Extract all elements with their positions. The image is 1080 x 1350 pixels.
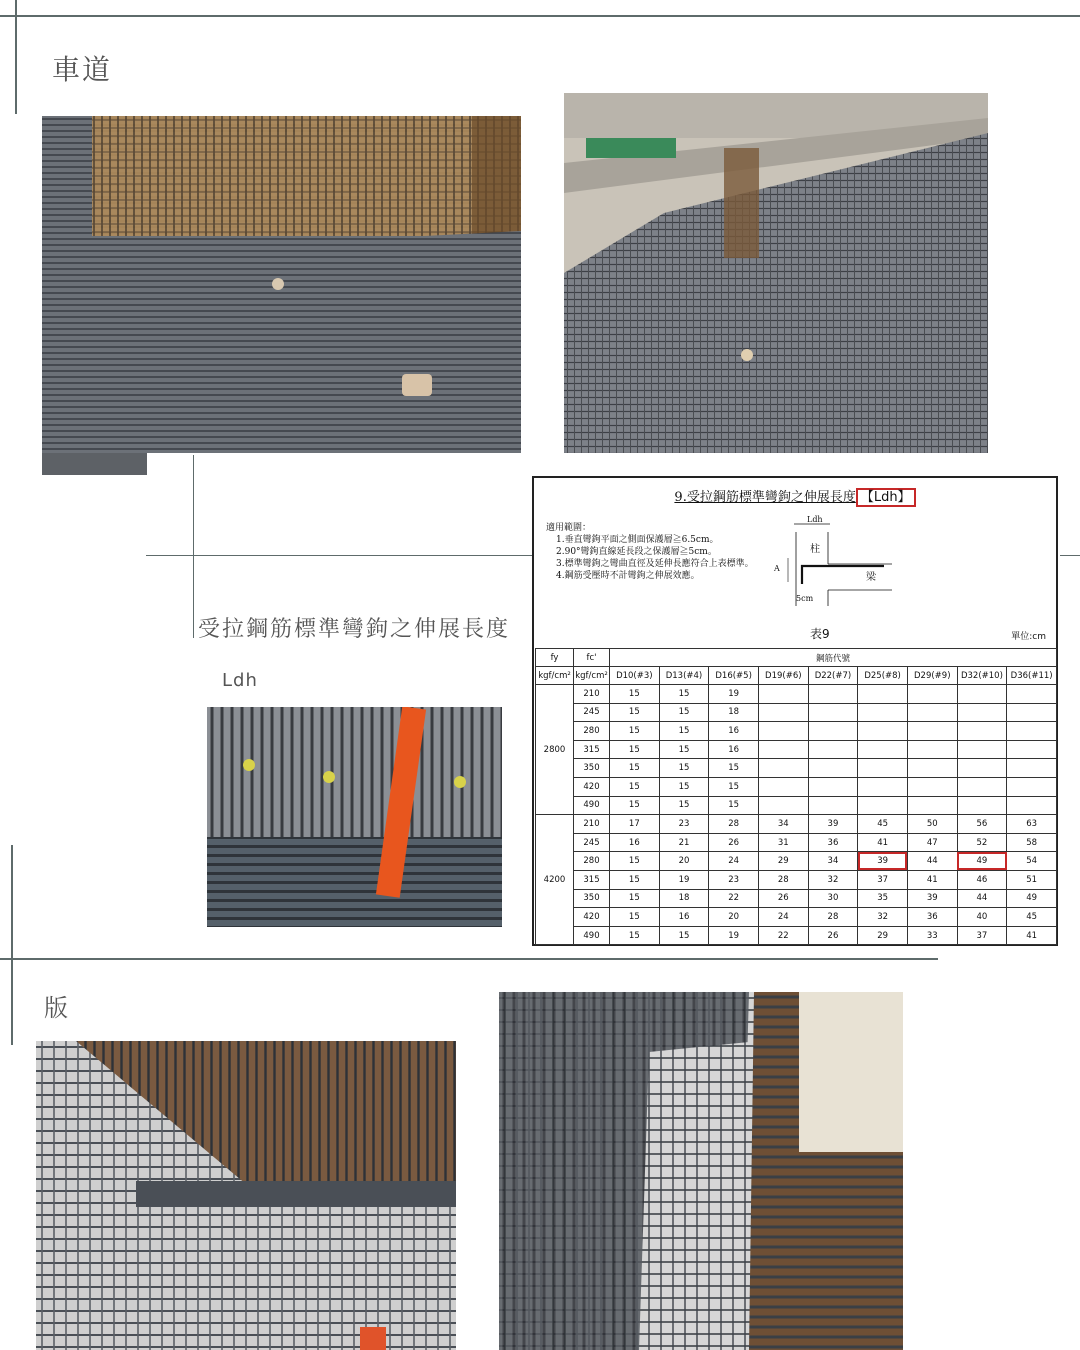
cell-value (907, 740, 957, 759)
cell-value (907, 703, 957, 722)
cell-value: 28 (758, 870, 808, 889)
cell-value (758, 759, 808, 778)
fig-ldh: Ldh (807, 515, 823, 524)
header-bar-code: 鋼筋代號 (610, 649, 1057, 667)
scope-item: 4.鋼筋受壓時不計彎鉤之伸展效應。 (556, 571, 700, 581)
cell-value: 15 (610, 703, 660, 722)
cell-value (808, 740, 858, 759)
cell-value (858, 777, 908, 796)
header-bar: D13(#4) (659, 667, 709, 685)
table-row (536, 852, 1057, 871)
table-row (536, 759, 1057, 778)
table-row (536, 926, 1057, 945)
cell-fc: 490 (574, 796, 610, 815)
cell-value (858, 740, 908, 759)
cell-value (1007, 759, 1057, 778)
cell-value: 44 (907, 852, 957, 871)
cell-value: 24 (709, 852, 759, 871)
table-row (536, 833, 1057, 852)
cell-value: 49 (1007, 889, 1057, 908)
cell-value: 39 (808, 815, 858, 834)
cell-value: 19 (659, 870, 709, 889)
cell-value (957, 703, 1007, 722)
cell-value: 26 (709, 833, 759, 852)
cell-value: 30 (808, 889, 858, 908)
cell-value (957, 740, 1007, 759)
cell-value: 45 (858, 815, 908, 834)
table-row (536, 870, 1057, 889)
header-fy: fy (536, 649, 574, 667)
header-bar: D25(#8) (858, 667, 908, 685)
cell-value (907, 685, 957, 704)
cell-value (858, 722, 908, 741)
ldh-label: Ldh (222, 670, 258, 691)
cell-value (808, 796, 858, 815)
cell-value: 18 (659, 889, 709, 908)
header-fy-unit: kgf/cm² (536, 667, 574, 685)
cell-value: 37 (957, 926, 1007, 945)
cell-value: 41 (858, 833, 908, 852)
cell-fc: 420 (574, 777, 610, 796)
cell-value: 15 (659, 722, 709, 741)
cell-value: 39 (907, 889, 957, 908)
cell-value (808, 703, 858, 722)
cell-value: 32 (858, 908, 908, 927)
cell-fc: 315 (574, 870, 610, 889)
cell-fc: 350 (574, 889, 610, 908)
photo-notch (42, 453, 147, 475)
cell-value: 34 (808, 852, 858, 871)
cell-value (957, 722, 1007, 741)
cell-fy: 4200 (536, 815, 574, 945)
hook-section-heading: 受拉鋼筋標準彎鉤之伸展長度 (198, 617, 511, 642)
cell-value: 15 (659, 777, 709, 796)
cell-value: 20 (709, 908, 759, 927)
slab-rebar-photo-right (499, 992, 903, 1350)
cell-fc: 210 (574, 815, 610, 834)
cell-fc: 350 (574, 759, 610, 778)
cell-value (957, 685, 1007, 704)
cell-value: 15 (610, 926, 660, 945)
cell-fc: 210 (574, 685, 610, 704)
cell-value: 15 (610, 759, 660, 778)
cell-value (858, 703, 908, 722)
cell-fc: 420 (574, 908, 610, 927)
cell-fc: 245 (574, 833, 610, 852)
cell-value (758, 740, 808, 759)
cell-value: 44 (957, 889, 1007, 908)
ramp-rebar-photo-left (42, 116, 521, 453)
cell-value: 15 (659, 796, 709, 815)
cell-value: 51 (1007, 870, 1057, 889)
cell-value (858, 759, 908, 778)
cell-value-highlighted: 49 (957, 852, 1007, 871)
scope-item: 3.標準彎鉤之彎曲直徑及延伸長應符合上表標準。 (556, 559, 754, 569)
table-row (536, 889, 1057, 908)
cell-value: 28 (709, 815, 759, 834)
cell-value: 36 (808, 833, 858, 852)
cell-value (1007, 777, 1057, 796)
cell-value: 15 (610, 852, 660, 871)
cell-value (907, 759, 957, 778)
cell-fy: 2800 (536, 685, 574, 815)
cell-value (1007, 740, 1057, 759)
cell-value: 40 (957, 908, 1007, 927)
frame-vert-mid (193, 455, 194, 638)
cell-value: 15 (610, 796, 660, 815)
cell-fc: 490 (574, 926, 610, 945)
fig-cover: 5cm (796, 594, 814, 603)
cell-value: 16 (709, 740, 759, 759)
cell-value (808, 722, 858, 741)
cell-value (758, 796, 808, 815)
header-bar: D29(#9) (907, 667, 957, 685)
scope-title: 適用範圍： (546, 523, 592, 533)
cell-value: 58 (1007, 833, 1057, 852)
cell-value: 52 (957, 833, 1007, 852)
cell-value (1007, 703, 1057, 722)
cell-value: 41 (1007, 926, 1057, 945)
cell-value: 21 (659, 833, 709, 852)
cell-value (758, 722, 808, 741)
cell-value: 29 (858, 926, 908, 945)
frame-mid-line-right (1060, 555, 1080, 556)
header-fc: fc' (574, 649, 610, 667)
cell-value: 15 (659, 759, 709, 778)
cell-value: 15 (659, 740, 709, 759)
cell-value: 50 (907, 815, 957, 834)
cell-value (957, 759, 1007, 778)
cell-value: 15 (610, 685, 660, 704)
cell-value: 15 (610, 722, 660, 741)
header-bar: D22(#7) (808, 667, 858, 685)
frame-top-line (0, 15, 1080, 17)
cell-value: 15 (610, 908, 660, 927)
scope-item: 1.垂直彎鉤平面之側面保護層≧6.5cm。 (556, 535, 719, 545)
cell-value: 24 (758, 908, 808, 927)
cell-value: 63 (1007, 815, 1057, 834)
frame-left-line-bottom (11, 845, 13, 1045)
doc-title (534, 486, 1056, 505)
cell-value: 35 (858, 889, 908, 908)
table-row (536, 740, 1057, 759)
cell-value: 15 (659, 685, 709, 704)
header-fc-unit: kgf/cm² (574, 667, 610, 685)
cell-value: 16 (659, 908, 709, 927)
ldh-table-document (532, 476, 1058, 946)
cell-value (1007, 722, 1057, 741)
cell-value: 31 (758, 833, 808, 852)
cell-value (1007, 796, 1057, 815)
cell-value: 17 (610, 815, 660, 834)
table-header-row (536, 667, 1057, 685)
cell-value (907, 722, 957, 741)
cell-value: 54 (1007, 852, 1057, 871)
cell-value: 23 (659, 815, 709, 834)
ldh-table (535, 648, 1057, 945)
cell-fc: 280 (574, 722, 610, 741)
cell-value: 36 (907, 908, 957, 927)
doc-title-text: 9.受拉鋼筋標準彎鉤之伸展長度 (674, 490, 856, 505)
table-row (536, 722, 1057, 741)
cell-value (907, 796, 957, 815)
fig-column: 柱 (810, 544, 820, 555)
header-bar: D36(#11) (1007, 667, 1057, 685)
table-row (536, 703, 1057, 722)
cell-value: 28 (808, 908, 858, 927)
cell-value: 15 (610, 740, 660, 759)
cell-value: 15 (610, 777, 660, 796)
cell-fc: 315 (574, 740, 610, 759)
frame-mid-line (146, 555, 534, 556)
table-row (536, 815, 1057, 834)
cell-fc: 280 (574, 852, 610, 871)
cell-value: 33 (907, 926, 957, 945)
cell-value: 15 (659, 703, 709, 722)
cell-value: 19 (709, 685, 759, 704)
ramp-heading: 車道 (52, 53, 113, 86)
header-bar: D19(#6) (758, 667, 808, 685)
fig-a: A (774, 564, 780, 573)
header-bar: D16(#5) (709, 667, 759, 685)
cell-value (808, 759, 858, 778)
header-bar: D10(#3) (610, 667, 660, 685)
cell-value: 23 (709, 870, 759, 889)
table-header-row (536, 649, 1057, 667)
cell-value: 22 (709, 889, 759, 908)
cell-value: 46 (957, 870, 1007, 889)
cell-value: 16 (709, 722, 759, 741)
cell-value: 15 (709, 796, 759, 815)
doc-title-highlight: 【Ldh】 (856, 488, 916, 507)
cell-value (758, 685, 808, 704)
slab-rebar-photo-left (36, 1041, 456, 1350)
cell-value: 19 (709, 926, 759, 945)
cell-value: 22 (758, 926, 808, 945)
header-bar: D32(#10) (957, 667, 1007, 685)
cell-value-highlighted: 39 (858, 852, 908, 871)
cell-value (957, 796, 1007, 815)
cell-value: 18 (709, 703, 759, 722)
cell-value: 56 (957, 815, 1007, 834)
cell-value (907, 777, 957, 796)
cell-value (758, 777, 808, 796)
cell-value: 47 (907, 833, 957, 852)
table-row (536, 908, 1057, 927)
hook-detail-figure (774, 514, 904, 610)
table-row (536, 796, 1057, 815)
table-number: 表9 (810, 627, 830, 641)
cell-value (858, 685, 908, 704)
cell-value: 34 (758, 815, 808, 834)
cell-value: 15 (610, 870, 660, 889)
cell-value: 26 (808, 926, 858, 945)
cell-value (858, 796, 908, 815)
cell-value: 16 (610, 833, 660, 852)
cell-value: 32 (808, 870, 858, 889)
cell-fc: 245 (574, 703, 610, 722)
scope-item: 2.90°彎鉤直線延長段之保護層≧5cm。 (556, 547, 717, 557)
table-unit: 單位:cm (1011, 632, 1046, 642)
frame-left-line-top (15, 0, 17, 114)
cell-value: 15 (659, 926, 709, 945)
frame-bottom-line (0, 958, 938, 960)
cell-value: 37 (858, 870, 908, 889)
scope-notes (546, 522, 754, 582)
table-row (536, 777, 1057, 796)
fig-beam: 梁 (866, 572, 876, 583)
cell-value: 20 (659, 852, 709, 871)
cell-value (758, 703, 808, 722)
cell-value: 15 (709, 777, 759, 796)
cell-value (808, 777, 858, 796)
table-row (536, 685, 1057, 704)
cell-value: 45 (1007, 908, 1057, 927)
cell-value: 15 (610, 889, 660, 908)
ramp-rebar-photo-right (564, 93, 988, 453)
cell-value: 26 (758, 889, 808, 908)
cell-value: 41 (907, 870, 957, 889)
cell-value: 29 (758, 852, 808, 871)
cell-value (957, 777, 1007, 796)
column-rebar-hooks-photo (207, 707, 502, 927)
cell-value (1007, 685, 1057, 704)
cell-value: 15 (709, 759, 759, 778)
cell-value (808, 685, 858, 704)
slab-heading: 版 (44, 994, 70, 1022)
